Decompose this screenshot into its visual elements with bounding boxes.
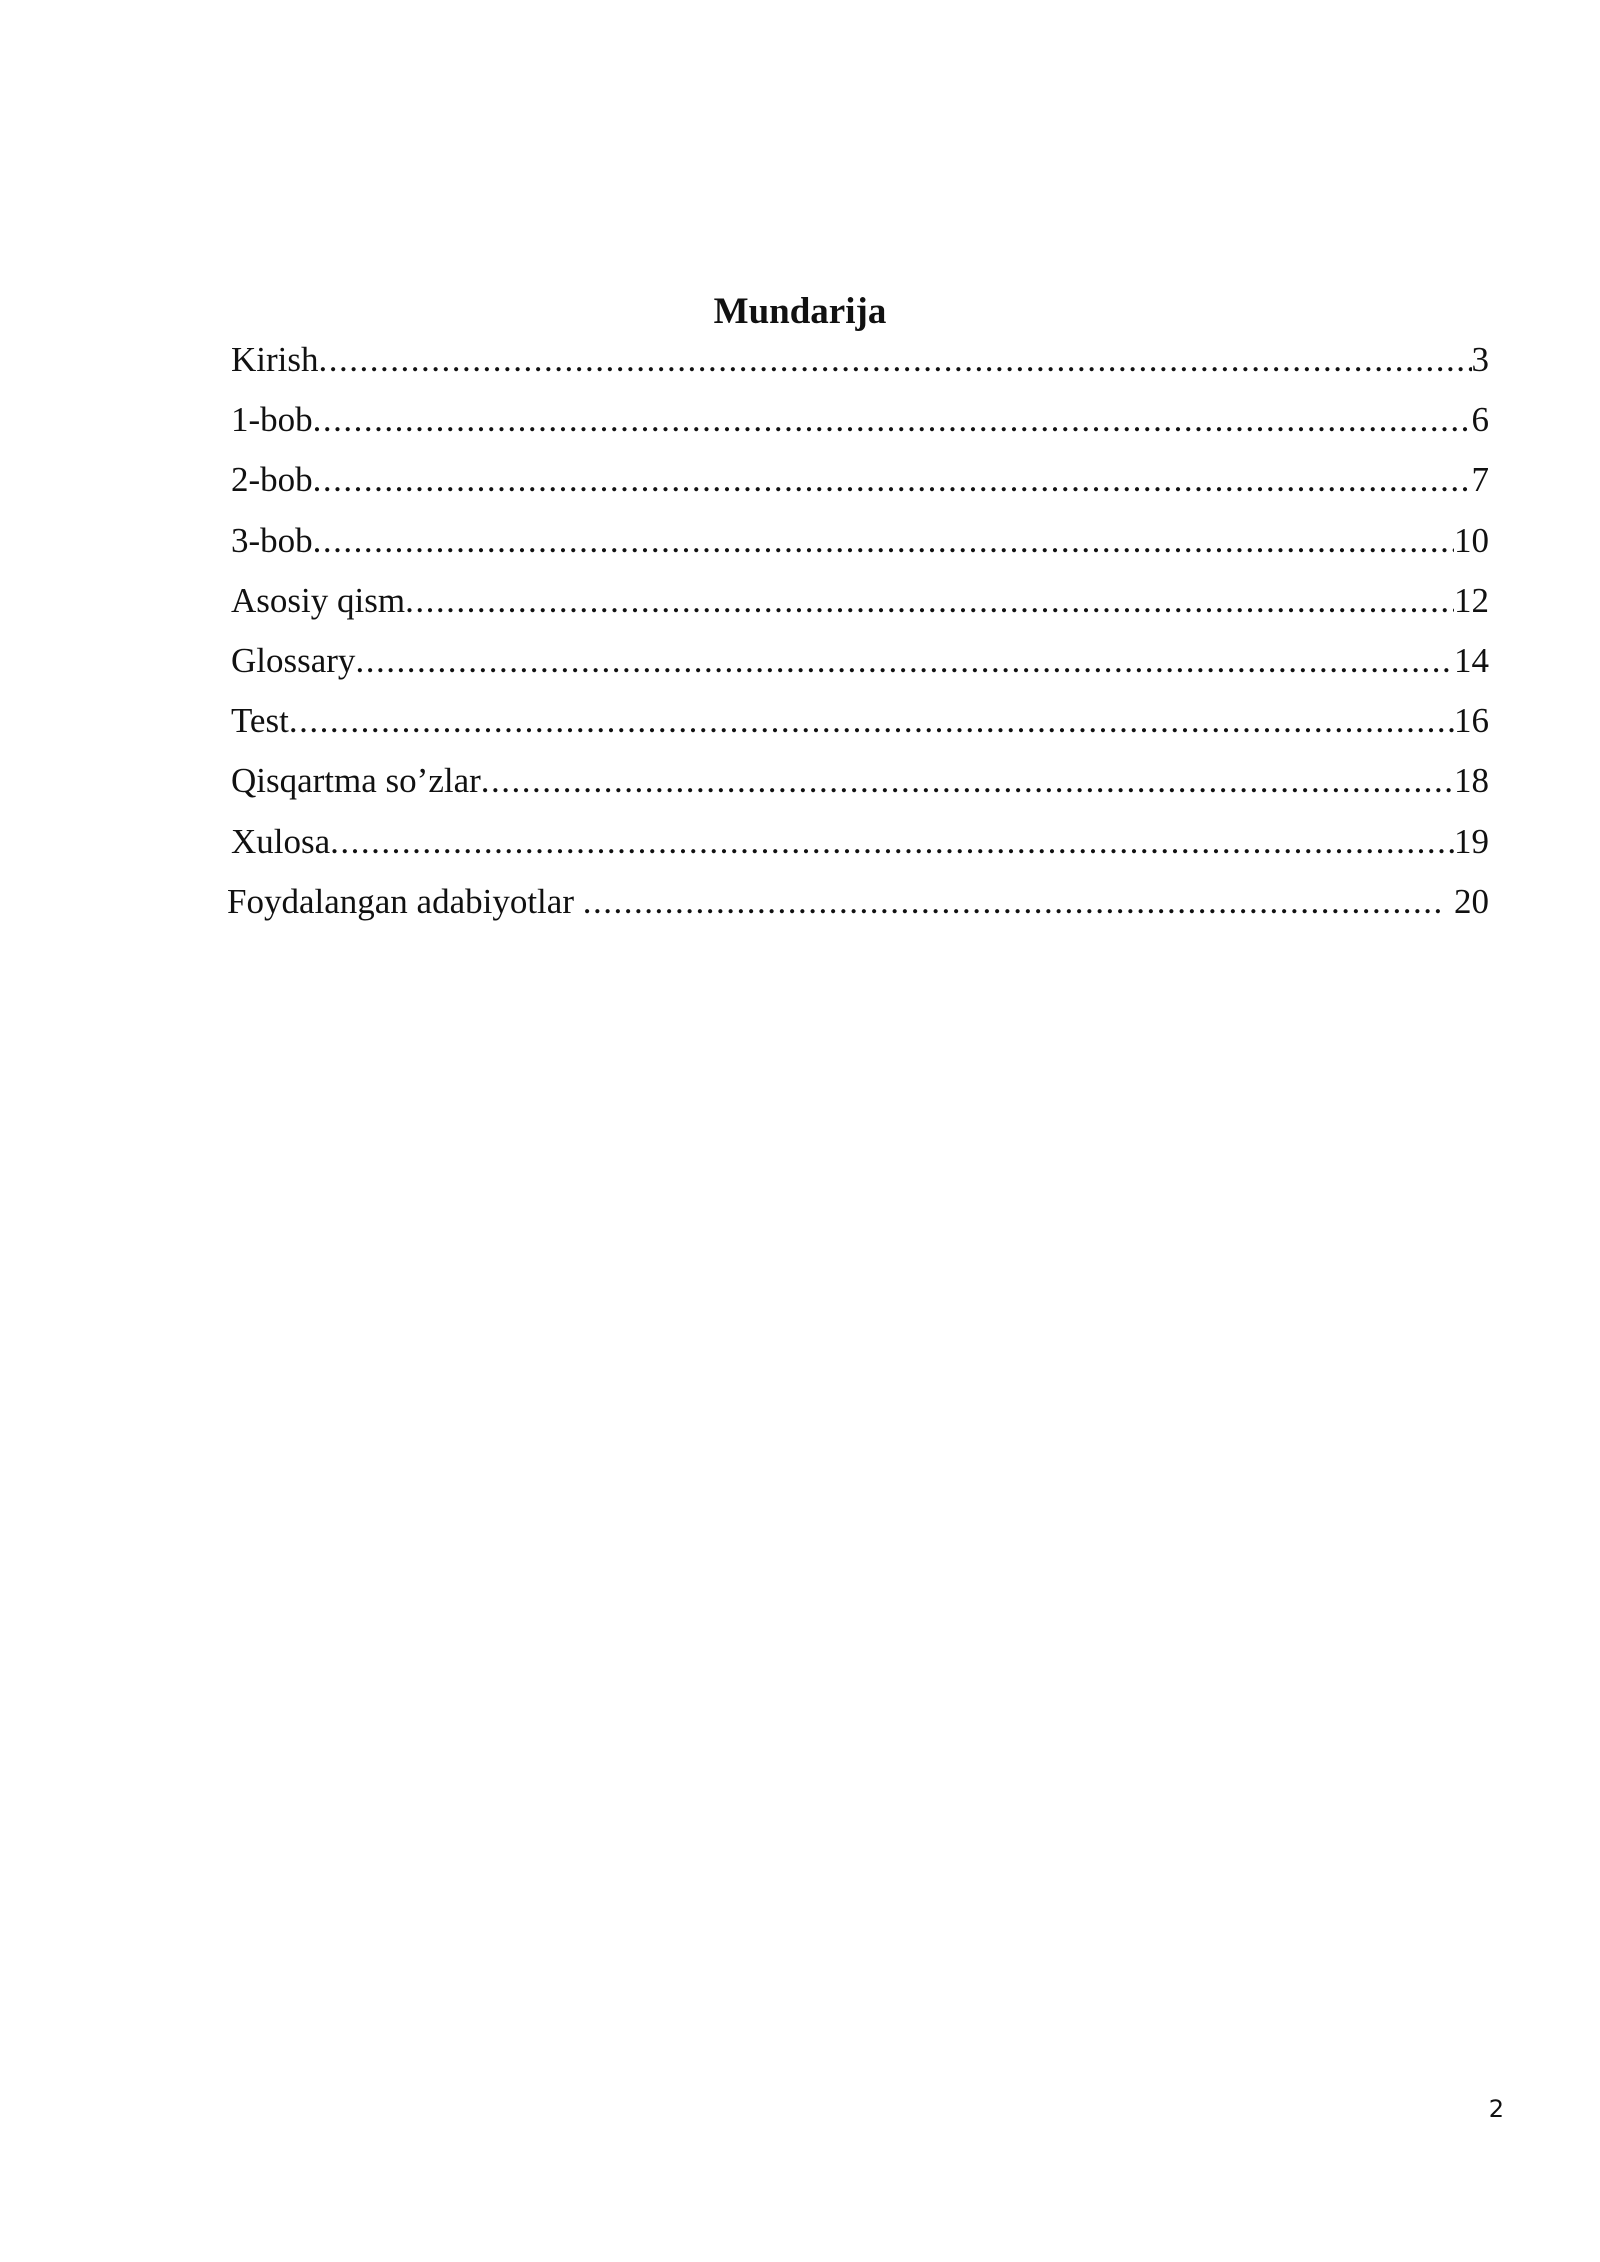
toc-entry-3-bob xyxy=(231,514,1489,574)
toc-entry-page: 16 xyxy=(1454,701,1489,741)
toc-entry-page: 6 xyxy=(1471,400,1489,440)
toc-entry-page: 14 xyxy=(1454,640,1489,680)
toc-entry-asosiy-qism xyxy=(231,574,1489,634)
toc-entry-glossary xyxy=(231,634,1489,694)
dot-leader xyxy=(319,333,1472,387)
page-number: 2 xyxy=(1488,2095,1504,2123)
dot-leader xyxy=(405,574,1454,628)
toc-entry-foydalangan-adabiyotlar xyxy=(227,875,1489,935)
dot-leader xyxy=(289,694,1454,748)
table-of-contents xyxy=(227,333,1489,935)
dot-leader xyxy=(583,875,1446,929)
dot-leader xyxy=(330,815,1454,869)
toc-entry-page: 10 xyxy=(1454,520,1489,560)
toc-entry-label: Foydalangan adabiyotlar xyxy=(227,881,583,921)
toc-entry-page: 20 xyxy=(1445,881,1489,921)
toc-title: Mundarija xyxy=(713,291,887,332)
toc-entry-label: Xulosa xyxy=(231,821,331,861)
toc-entry-label: 2-bob xyxy=(231,460,313,500)
toc-entry-label: Qisqartma so’zlar xyxy=(231,761,481,801)
toc-entry-label: 1-bob xyxy=(231,400,313,440)
toc-entry-kirish xyxy=(231,333,1489,393)
toc-entry-label: Asosiy qism xyxy=(231,580,406,620)
toc-entry-test xyxy=(231,694,1489,754)
dot-leader xyxy=(355,634,1454,688)
toc-entry-xulosa xyxy=(231,815,1489,875)
toc-entry-1-bob xyxy=(231,393,1489,453)
toc-entry-label: 3-bob xyxy=(231,520,313,560)
toc-entry-page: 12 xyxy=(1454,580,1489,620)
toc-entry-page: 18 xyxy=(1454,761,1489,801)
dot-leader xyxy=(313,453,1472,507)
dot-leader xyxy=(313,514,1454,568)
dot-leader xyxy=(313,393,1472,447)
toc-entry-page: 3 xyxy=(1471,340,1489,379)
toc-entry-label: Kirish xyxy=(231,340,319,379)
toc-entry-2-bob xyxy=(231,453,1489,513)
toc-entry-label: Glossary xyxy=(231,640,356,680)
dot-leader xyxy=(481,754,1454,808)
toc-entry-label: Test xyxy=(231,701,289,741)
toc-entry-qisqartma-sozlar xyxy=(231,754,1489,814)
toc-entry-page: 19 xyxy=(1454,821,1489,861)
toc-entry-page: 7 xyxy=(1471,460,1489,500)
